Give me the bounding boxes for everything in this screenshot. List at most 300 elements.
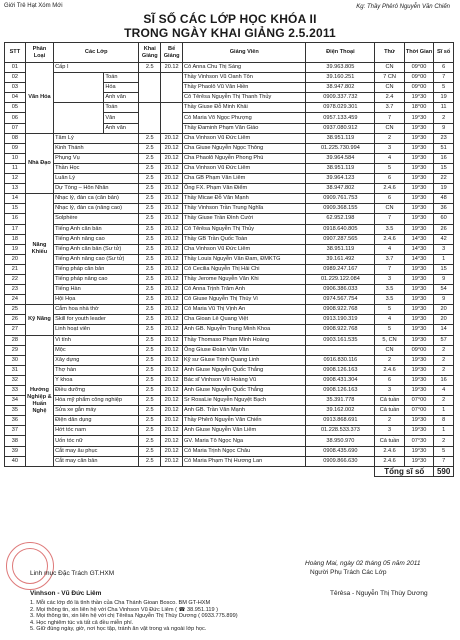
cell-end: 20.12 [161, 264, 183, 274]
cell-category: Năng Khiếu [25, 194, 53, 305]
cell-stt: 40 [5, 456, 26, 466]
cell-phone: 0908.431.304 [306, 375, 375, 385]
cell-teacher: Thầy Jerome Nguyễn Văn Khi [183, 274, 306, 284]
cell-count: 22 [434, 174, 454, 184]
cell-day: 3.7 [375, 103, 404, 113]
cell-phone: 39.161.492 [306, 254, 375, 264]
cell-count: 7 [434, 73, 454, 83]
cell-time: 09°00 [404, 63, 433, 73]
cell-phone: 0907.287.565 [306, 234, 375, 244]
cell-phone: 0909.337.732 [306, 93, 375, 103]
cell-teacher: Kỹ sư Giuse Trịnh Quang Linh [183, 355, 306, 365]
cell-phone: 62.952.198 [306, 214, 375, 224]
cell-teacher: Thầy Louis Nguyễn Văn Đam, ĐMKTG [183, 254, 306, 264]
cell-phone: 0908.126.163 [306, 365, 375, 375]
cell-teacher: Ông FX. Phạm Văn Điểm [183, 184, 306, 194]
col-class: Các Lớp [54, 43, 139, 63]
right-signer-title: Người Phụ Trách Các Lớp [310, 569, 387, 576]
cell-time: 19°30 [404, 315, 433, 325]
cell-start: 2.5 [139, 365, 161, 375]
cell-start: 2.5 [139, 63, 161, 73]
cell-count: 9 [434, 295, 454, 305]
cell-count: 2 [434, 113, 454, 123]
signature-date: Hoàng Mai, ngày 02 tháng 05 năm 2011 [305, 560, 421, 567]
total-label: Tổng sĩ số [375, 466, 434, 476]
table-row [5, 73, 454, 83]
cell-count: 23 [434, 133, 454, 143]
cell-phone: 0937.080.912 [306, 123, 375, 133]
cell-time: 19°30 [404, 123, 433, 133]
cell-time: 19°30 [404, 264, 433, 274]
cell-day: 2 [375, 355, 404, 365]
cell-time: 19°30 [404, 113, 433, 123]
table-row [5, 274, 454, 284]
cell-end: 20.12 [161, 345, 183, 355]
cell-start: 2.5 [139, 194, 161, 204]
cell-phone: 0909.866.630 [306, 456, 375, 466]
cell-time: 19°30 [404, 133, 433, 143]
cell-phone: 38.951.119 [306, 163, 375, 173]
cell-start: 2.5 [139, 406, 161, 416]
cell-time: 19°30 [404, 285, 433, 295]
cell-stt: 16 [5, 214, 26, 224]
cell-class: Tiếng pháp căn bản [54, 264, 139, 274]
cell-time: 19°30 [404, 194, 433, 204]
cell-count: 20 [434, 305, 454, 315]
cell-end [161, 103, 183, 133]
cell-stt: 37 [5, 426, 26, 436]
class-table [4, 42, 454, 477]
cell-teacher: GV. Maria Tô Ngọc Nga [183, 436, 306, 446]
table-row [5, 254, 454, 264]
cell-time: 19°30 [404, 426, 433, 436]
cell-stt: 27 [5, 325, 26, 335]
cell-start: 2.5 [139, 234, 161, 244]
cell-day: 2.4.6 [375, 234, 404, 244]
cell-time: 19°30 [404, 365, 433, 375]
cell-teacher: Thầy Phêrô Nguyễn Văn Chiến [183, 416, 306, 426]
cell-phone: 0909.368.155 [306, 204, 375, 214]
cell-stt: 10 [5, 153, 26, 163]
cell-count: 1 [434, 426, 454, 436]
cell-time: 19°30 [404, 153, 433, 163]
cell-end: 20.12 [161, 416, 183, 426]
cell-time: 19°30 [404, 355, 433, 365]
cell-phone: 38.951.119 [306, 133, 375, 143]
cell-count: 2 [434, 436, 454, 446]
cell-day: 6 [375, 375, 404, 385]
cell-time: 19°30 [404, 163, 433, 173]
cell-time: 19°30 [404, 325, 433, 335]
cell-phone: 39.160.251 [306, 73, 375, 83]
cell-phone: 0903.161.535 [306, 335, 375, 345]
cell-day: 3 [375, 274, 404, 284]
cell-day: 7 [375, 113, 404, 123]
cell-start: 2.5 [139, 436, 161, 446]
cell-stt: 07 [5, 123, 26, 133]
cell-start [139, 103, 161, 133]
cell-stt: 17 [5, 224, 26, 234]
cell-day: 3.5 [375, 285, 404, 295]
cell-end: 20.12 [161, 143, 183, 153]
cell-count: 9 [434, 274, 454, 284]
cell-phone: 0906.386.033 [306, 285, 375, 295]
cell-phone [306, 345, 375, 355]
cell-end: 20.12 [161, 295, 183, 305]
cell-count: 15 [434, 264, 454, 274]
cell-teacher: Anh Giuse Nguyễn Quốc Thắng [183, 386, 306, 396]
cell-count: 54 [434, 285, 454, 295]
cell-start: 2.5 [139, 244, 161, 254]
cell-start: 2.5 [139, 446, 161, 456]
cell-category: Văn Hóa [25, 63, 53, 134]
table-row [5, 163, 454, 173]
cell-teacher: Ông Giuse Đoàn Văn Văn [183, 345, 306, 355]
cell-teacher: Cha Gioan Lê Quang Việt [183, 315, 306, 325]
cell-day: 3.7 [375, 254, 404, 264]
cell-count: 16 [434, 153, 454, 163]
cell-stt: 21 [5, 264, 26, 274]
cell-start: 2.5 [139, 315, 161, 325]
cell-count: 5 [434, 83, 454, 93]
cell-time: 19°30 [404, 335, 433, 345]
cell-phone: 38.951.119 [306, 244, 375, 254]
cell-class: Tiếng Anh căn bản [54, 224, 139, 234]
cell-day: 7 [375, 214, 404, 224]
table-row [5, 406, 454, 416]
cell-class [54, 103, 104, 133]
cell-start: 2.5 [139, 416, 161, 426]
cell-day: 7 [375, 264, 404, 274]
cell-start: 2.5 [139, 214, 161, 224]
cell-class: Hội Họa [54, 295, 139, 305]
cell-count: 7 [434, 456, 454, 466]
cell-teacher: Thầy Phaolô Vũ Văn Hiền [183, 83, 306, 93]
cell-teacher: Cô Maria Vũ Thị Vịnh An [183, 305, 306, 315]
cell-stt: 32 [5, 375, 26, 385]
col-stt: STT [5, 43, 26, 63]
cell-class [54, 73, 104, 103]
cell-start: 2.5 [139, 295, 161, 305]
cell-teacher: Anh GB. Trần Văn Mạnh [183, 406, 306, 416]
table-row [5, 325, 454, 335]
table-row [5, 386, 454, 396]
total-row [5, 466, 454, 476]
cell-teacher: Cô Maria Võ Ngọc Phượng [183, 113, 306, 123]
cell-count: 26 [434, 224, 454, 234]
cell-time: 14°30 [404, 254, 433, 264]
cell-day: Cả tuần [375, 436, 404, 446]
cell-category: Hướng Nghiệp & Huấn Nghệ [25, 335, 53, 466]
cell-stt: 03 [5, 83, 26, 93]
cell-end: 20.12 [161, 234, 183, 244]
cell-count: 2 [434, 365, 454, 375]
cell-phone: 39.162.002 [306, 406, 375, 416]
cell-day: Cả tuần [375, 406, 404, 416]
cell-phone: 0989.247.167 [306, 264, 375, 274]
cell-day: Cả tuần [375, 396, 404, 406]
cell-count: 9 [434, 123, 454, 133]
cell-phone: 0909.761.753 [306, 194, 375, 204]
cell-end: 20.12 [161, 204, 183, 214]
cell-time: 09°00 [404, 83, 433, 93]
cell-stt: 14 [5, 194, 26, 204]
table-row [5, 295, 454, 305]
left-signer-name: Vinhson - Vũ Đức Liêm [30, 590, 102, 597]
cell-time: 19°30 [404, 204, 433, 214]
cell-teacher: Bác sĩ Vinhson Vũ Hoàng Vũ [183, 375, 306, 385]
cell-stt: 18 [5, 234, 26, 244]
cell-end: 20.12 [161, 174, 183, 184]
cell-class: Xây dựng [54, 355, 139, 365]
cell-day: 6 [375, 174, 404, 184]
cell-teacher: Thầy GB Trần Quốc Toàn [183, 234, 306, 244]
cell-teacher: Cô Cecilia Nguyễn Thị Hải Chi [183, 264, 306, 274]
cell-end: 20.12 [161, 315, 183, 325]
cell-stt: 09 [5, 143, 26, 153]
table-row [5, 63, 454, 73]
cell-count: 5 [434, 446, 454, 456]
cell-count: 15 [434, 163, 454, 173]
col-time: Thời Gian [404, 43, 433, 63]
cell-end: 20.12 [161, 194, 183, 204]
cell-count: 1 [434, 254, 454, 264]
cell-class: Y khoa [54, 375, 139, 385]
cell-teacher: Cha Phaolô Nguyễn Phong Phú [183, 153, 306, 163]
total-value: 590 [434, 466, 454, 476]
cell-class: Phụng Vụ [54, 153, 139, 163]
cell-start: 2.5 [139, 254, 161, 264]
cell-start: 2.5 [139, 285, 161, 295]
cell-day: 3 [375, 426, 404, 436]
cell-end: 20.12 [161, 133, 183, 143]
cell-time: 18°00 [404, 103, 433, 113]
cell-stt: 30 [5, 355, 26, 365]
cell-subject: Anh văn [104, 93, 139, 103]
note-item: 2. Mọi thông tin, xin liên hệ với Cha Vinhson Vũ Đức Liêm ( ☎ 38.951.119 ) [30, 606, 219, 613]
cell-day: 3.5 [375, 295, 404, 305]
table-row [5, 285, 454, 295]
cell-day: 2.4.6 [375, 456, 404, 466]
cell-teacher: Thầy Giuse Đỗ Minh Khải [183, 103, 306, 113]
cell-phone: 01.228.533.373 [306, 426, 375, 436]
cell-time: 14°30 [404, 244, 433, 254]
table-row [5, 153, 454, 163]
cell-start: 2.5 [139, 224, 161, 234]
cell-class: Kinh Thánh [54, 143, 139, 153]
table-body [5, 63, 454, 467]
cell-count: 3 [434, 244, 454, 254]
cell-count: 11 [434, 103, 454, 113]
cell-class: Nhạc lý, đàn ca (nâng cao) [54, 204, 139, 214]
table-row [5, 446, 454, 456]
cell-count: 19 [434, 93, 454, 103]
cell-teacher: Cha Vinhson Vũ Đức Liêm [183, 163, 306, 173]
cell-day: 4 [375, 153, 404, 163]
cell-start: 2.5 [139, 426, 161, 436]
cell-class: Vi tính [54, 335, 139, 345]
cell-time: 14°30 [404, 234, 433, 244]
cell-time: 19°30 [404, 375, 433, 385]
cell-end: 20.12 [161, 184, 183, 194]
cell-time: 19°30 [404, 174, 433, 184]
cell-start: 2.5 [139, 456, 161, 466]
cell-subject: Toán [104, 73, 139, 83]
cell-time: 19°30 [404, 224, 433, 234]
page-title: SĨ SỐ CÁC LỚP HỌC KHÓA II [143, 12, 317, 26]
cell-stt: 05 [5, 103, 26, 113]
cell-class: Thần Học [54, 163, 139, 173]
cell-stt: 29 [5, 345, 26, 355]
cell-end: 20.12 [161, 224, 183, 234]
cell-subject: Hóa [104, 83, 139, 93]
table-row [5, 103, 454, 113]
cell-start [139, 73, 161, 103]
cell-start: 2.5 [139, 335, 161, 345]
cell-day: 5, CN [375, 335, 404, 345]
cell-day: 5 [375, 325, 404, 335]
cell-class: Thợ hàn [54, 365, 139, 375]
table-row [5, 315, 454, 325]
cell-teacher: Thầy Giuse Trần Đình Cười [183, 214, 306, 224]
cell-time: 19°30 [404, 416, 433, 426]
cell-class: Điện dân dụng [54, 416, 139, 426]
cell-start: 2.5 [139, 143, 161, 153]
cell-stt: 11 [5, 163, 26, 173]
cell-count: 48 [434, 194, 454, 204]
cell-class: Hớt tóc nam [54, 426, 139, 436]
cell-end: 20.12 [161, 214, 183, 224]
col-start: Khai Giảng [139, 43, 161, 63]
cell-count: 2 [434, 396, 454, 406]
cell-class: Cấp I [54, 63, 139, 73]
cell-class: Luân Lý [54, 174, 139, 184]
table-row [5, 133, 454, 143]
cell-phone: 0908.435.690 [306, 446, 375, 456]
cell-count: 1 [434, 406, 454, 416]
table-row [5, 365, 454, 375]
cell-time: 07°00 [404, 396, 433, 406]
cell-class: Tiếng Anh nâng cao (Sư tử) [54, 254, 139, 264]
table-row [5, 426, 454, 436]
cell-count: 19 [434, 184, 454, 194]
note-item: 4. Học nghiêm túc và tất cả đều miễn phí. [30, 619, 134, 626]
cell-stt: 35 [5, 406, 26, 416]
cell-stt: 31 [5, 365, 26, 375]
cell-teacher: Thầy Đaminh Phạm Văn Giáo [183, 123, 306, 133]
cell-class: Hóa mỹ phẩm công nghiệp [54, 396, 139, 406]
cell-count: 8 [434, 416, 454, 426]
cell-end: 20.12 [161, 365, 183, 375]
cell-class: Tiếng Anh căn bản (Sư tử) [54, 244, 139, 254]
cell-end: 20.12 [161, 305, 183, 315]
col-count: Sĩ số [434, 43, 454, 63]
cell-phone: 0913.868.691 [306, 416, 375, 426]
cell-day: 2.4 [375, 93, 404, 103]
cell-end: 20.12 [161, 335, 183, 345]
cell-day: CN [375, 345, 404, 355]
cell-teacher: Cha Vinhson Vũ Đức Liêm [183, 244, 306, 254]
table-row [5, 305, 454, 315]
cell-teacher: Thầy Vinhson Trần Trung Nghĩa [183, 204, 306, 214]
cell-teacher: Cô Maria Phạm Thị Hương Lan [183, 456, 306, 466]
cell-start: 2.5 [139, 375, 161, 385]
cell-stt: 02 [5, 73, 26, 83]
cell-teacher: Cô Anna Trịnh Trâm Anh [183, 285, 306, 295]
cell-start: 2.5 [139, 396, 161, 406]
cell-stt: 38 [5, 436, 26, 446]
cell-day: 2.4.6 [375, 184, 404, 194]
cell-day: 4 [375, 244, 404, 254]
cell-end: 20.12 [161, 274, 183, 284]
cell-count: 51 [434, 143, 454, 153]
table-row [5, 375, 454, 385]
cell-class: Cắt may căn bản [54, 456, 139, 466]
table-header-row [5, 43, 454, 63]
cell-subject: Anh văn [104, 123, 139, 133]
cell-end: 20.12 [161, 406, 183, 416]
cell-phone: 01.229.122.084 [306, 274, 375, 284]
cell-day: CN [375, 123, 404, 133]
cell-count: 2 [434, 345, 454, 355]
cell-day: 2 [375, 416, 404, 426]
cell-class: Điều dưỡng [54, 386, 139, 396]
cell-time: 19°30 [404, 93, 433, 103]
table-row [5, 355, 454, 365]
cell-count: 60 [434, 214, 454, 224]
cell-end: 20.12 [161, 244, 183, 254]
cell-phone: 38.947.802 [306, 184, 375, 194]
table-row [5, 345, 454, 355]
table-row [5, 396, 454, 406]
cell-class: Tiếng pháp nâng cao [54, 274, 139, 284]
cell-end: 20.12 [161, 355, 183, 365]
cell-phone: 38.950.970 [306, 436, 375, 446]
col-phone: Điện Thoại [306, 43, 375, 63]
cell-stt: 06 [5, 113, 26, 123]
cell-end: 20.12 [161, 396, 183, 406]
cell-teacher: Anh Giuse Nguyễn Văn Liêm [183, 426, 306, 436]
cell-stt: 26 [5, 315, 26, 325]
cell-stt: 25 [5, 305, 26, 315]
cell-stt: 20 [5, 254, 26, 264]
note-item: 5. Giữ đúng ngày, giờ, nơi học tập, tránh ăn vặt trong và ngoài lớp học. [30, 626, 207, 633]
cell-start: 2.5 [139, 204, 161, 214]
cell-day: CN [375, 204, 404, 214]
cell-end: 20.12 [161, 285, 183, 295]
cell-start: 2.5 [139, 184, 161, 194]
cell-time: 07°00 [404, 406, 433, 416]
cell-teacher: Cha Vinhson Vũ Đức Liêm [183, 133, 306, 143]
note-item: 3. Mọi thông tin, xin liên hệ với chị Têrêsa Nguyễn Thị Thùy Dương ( 0933.775.899) [30, 613, 238, 620]
cell-day: 7 CN [375, 73, 404, 83]
cell-teacher: Cô Têrêsa Nguyễn Thị Thanh Thủy [183, 93, 306, 103]
cell-class: Uốn tóc nữ [54, 436, 139, 446]
cell-time: 09°00 [404, 345, 433, 355]
cell-teacher: Thầy Micae Đỗ Văn Mạnh [183, 194, 306, 204]
cell-end: 20.12 [161, 163, 183, 173]
cell-phone: 35.391.778 [306, 396, 375, 406]
cell-phone: 39.964.123 [306, 174, 375, 184]
cell-end: 20.12 [161, 456, 183, 466]
cell-time: 19°30 [404, 386, 433, 396]
table-row [5, 244, 454, 254]
cell-phone: 38.947.802 [306, 83, 375, 93]
table-row [5, 264, 454, 274]
cell-day: 3 [375, 143, 404, 153]
notes-list [30, 600, 238, 633]
cell-start: 2.5 [139, 264, 161, 274]
